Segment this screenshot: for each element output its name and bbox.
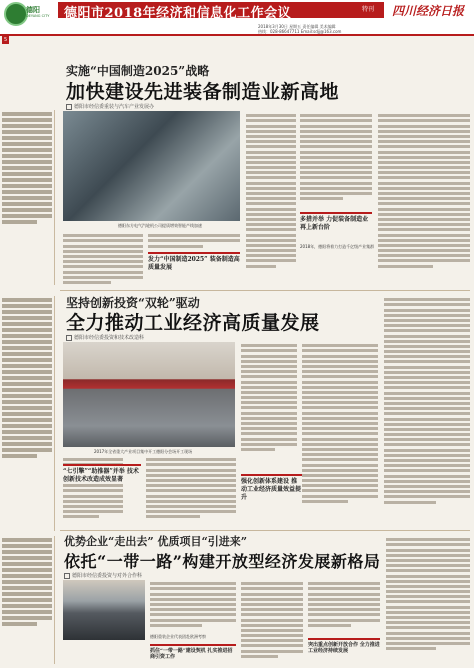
article1-mini-caption: 2018年，德阳将着力打造千亿级产业集群	[300, 244, 375, 249]
square-bullet-icon	[66, 104, 72, 110]
article1-sidebar	[2, 110, 55, 285]
divider	[60, 290, 470, 291]
article1-headline: 加快建设先进装备制造业新高地	[66, 81, 340, 103]
article1-photo-caption: 德阳东方电气汽轮机公司提质增效智能产线加速	[118, 223, 202, 228]
banner-tag: 特刊	[362, 6, 375, 13]
article2-headline: 全力推动工业经济高质量发展	[66, 312, 320, 334]
contact-meta: 热线：028-86647711 Email:sdjj@163.com	[258, 29, 342, 34]
article1-photo	[63, 111, 240, 221]
article2-photo	[63, 342, 235, 447]
article1-lower-col1	[63, 232, 143, 288]
square-bullet-icon	[66, 335, 72, 341]
article2-lower-col2	[146, 456, 236, 526]
logo-sub: DEYANG CITY	[26, 14, 50, 18]
article1-kicker: 实施“中国制造2025”战略	[66, 64, 210, 78]
article2-col2	[302, 342, 378, 527]
issue-meta: 2018年3月30日 星期五 责任编辑 美术编辑	[258, 24, 336, 29]
article3-pull-quote2: 突出重点创新开放合作 全力推进工业经济持续发展	[308, 638, 380, 654]
article2-pull-quote: “七引擎”“助推器”并举 技术创新技术改造成效显著	[63, 464, 141, 484]
article3-byline: 德阳市经信委投资与对外合作科	[64, 572, 142, 579]
article2-pull-quote2: 强化创新体系建设 推动工业经济质量效益提升	[241, 474, 303, 502]
article2-byline: 德阳市经信委投资和技术改造科	[66, 334, 144, 341]
article2-kicker: 坚持创新投资“双轮”驱动	[66, 296, 200, 310]
article3-col2	[241, 580, 303, 664]
divider	[60, 530, 470, 531]
article1-pull-quote2: 多措并举 力促装备制造业再上新台阶	[300, 212, 372, 232]
article1-lower-col2	[148, 232, 240, 250]
article1-col3	[378, 112, 470, 282]
article2-sidebar	[2, 296, 55, 531]
article2-col1	[241, 342, 297, 472]
article2-photo-caption: 2017年全省重大产业项目集中开工德阳分会场开工现场	[94, 449, 193, 454]
article3-col3	[308, 580, 380, 634]
banner-title: 德阳市2018年经济和信息化工作会议	[64, 6, 292, 21]
article3-photo	[63, 580, 145, 640]
newspaper-brand: 四川经济日报	[392, 4, 465, 18]
deyang-logo-icon	[4, 2, 28, 26]
square-bullet-icon	[64, 573, 70, 579]
article1-byline: 德阳市经信委重装与汽车产业发展办	[66, 103, 154, 110]
article3-headline: 依托“一带一路”构建开放型经济发展新格局	[64, 552, 381, 571]
article3-photo-caption: 德阳重装企业代表团赴欧洲考察	[150, 634, 206, 639]
article1-pull-quote: 发力“中国制造2025” 装备制造高质量发展	[148, 252, 240, 272]
article1-col1	[246, 112, 296, 282]
article3-col4	[386, 536, 470, 664]
article1-col2	[300, 112, 372, 212]
article3-sidebar	[2, 536, 55, 664]
article3-col1	[150, 580, 236, 630]
article2-col3	[384, 296, 470, 528]
article3-pull-quote: 抓住“一带一路”建设契机 扎实推进招商引资工作	[150, 644, 236, 660]
page-number: 5	[4, 37, 8, 43]
logo-text: 德阳	[26, 6, 40, 14]
article3-kicker: 优势企业“走出去” 优质项目“引进来”	[64, 535, 248, 548]
